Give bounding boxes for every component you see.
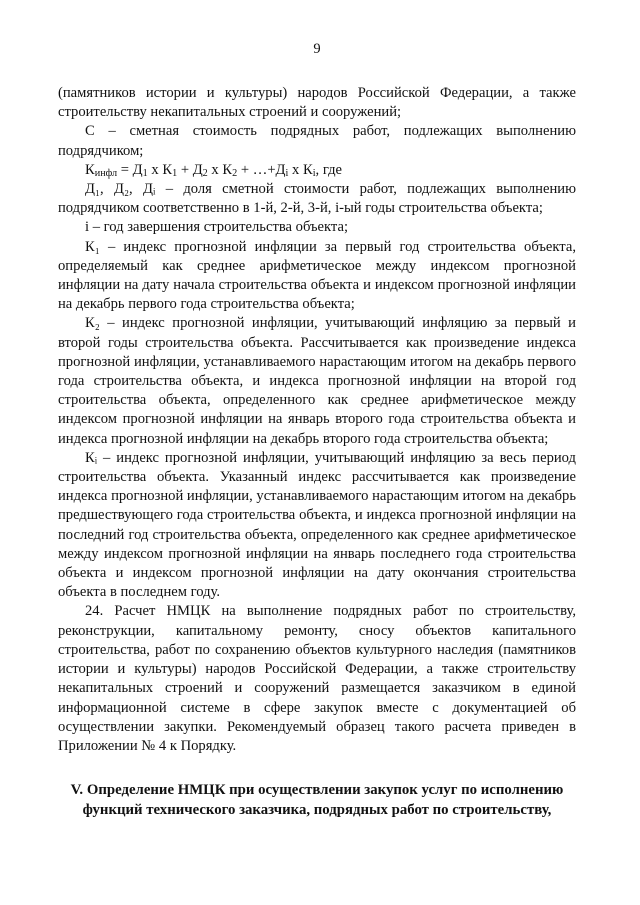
section-heading-line-1: V. Определение НМЦК при осуществлении закупок услуг по исполнению [70, 782, 564, 799]
formula-di-sub: i [285, 167, 289, 179]
formula-ki-sub: i [312, 167, 316, 179]
formula-d2-sub: 2 [202, 167, 208, 179]
paragraph-continuation: (памятников истории и культуры) народов Российской Федерации, а также строительству некапитальных строений и сооружений; [58, 85, 576, 121]
document-body [58, 84, 576, 756]
formula-k2: x К [207, 161, 233, 178]
paragraph-k1-definition: К₁ – индекс прогнозной инфляции за первый год строительства объекта, определяемый как среднее арифметическое между индексом прогнозной инфляции на дату начала строительства объекта и индексом прогнозной инфляции на декабрь первого года строительства объекта; [58, 238, 576, 313]
formula-k2-sub: 2 [232, 167, 238, 179]
formula-ki: x К [288, 161, 313, 178]
paragraph-c-definition: С – сметная стоимость подрядных работ, подлежащих выполнению подрядчиком; [58, 123, 576, 159]
formula-k1-sub: 1 [172, 167, 178, 179]
paragraph-d-definition: Д₁, Д₂, Дᵢ – доля сметной стоимости работ, подлежащих выполнению подрядчиком соответственно в 1-й, 2-й, 3-й, i-ый годы строительства объекта; [58, 181, 576, 217]
inflation-formula [58, 161, 576, 180]
formula-k-sub: инфл [94, 167, 118, 179]
paragraph-k2-definition: К₂ – индекс прогнозной инфляции, учитывающий инфляцию за первый и второй годы строительства объекта. Рассчитывается как произведение индекса прогнозной инфляции, устанавливаемого нарастающим итогом на декабрь первого года строительства объекта, и индекса прогнозной инфляции на второй год строительства объекта, определенного как среднее арифметическое между индексом прогнозной инфляции на январь второго года строительства объекта и индекса прогнозной инфляции на декабрь второго года строительства объекта; [58, 315, 576, 447]
paragraph-item-24: 24. Расчет НМЦК на выполнение подрядных работ по строительству, реконструкции, капитальному ремонту, сносу объектов капитального строительства, работ по сохранению объектов культурного наследия (памятников истории и культуры) народов Российской Федерации, а также строительству некапитальных строений и сооружений размещается заказчиком в единой информационной системе в сфере закупок вместе с документацией об осуществлении закупки. Рекомендуемый образец такого расчета приведен в Приложении № 4 к Порядку. [58, 603, 576, 754]
page-number: 9 [313, 41, 321, 57]
formula-di: + …+Д [237, 161, 286, 178]
section-heading-line-2: функций технического заказчика, подрядных работ по строительству, [82, 802, 552, 819]
formula-d1-sub: 1 [142, 167, 148, 179]
formula-d1: = Д [117, 161, 143, 178]
formula-k1: x К [147, 161, 173, 178]
paragraph-ki-definition: Кᵢ – индекс прогнозной инфляции, учитывающий инфляцию за весь период строительства объекта. Указанный индекс рассчитывается как произведение индекса прогнозной инфляции, устанавливаемого нарастающим итогом на декабрь предшествующего года строительства объекта, и индекса прогнозной инфляции на последний год строительства объекта, определенного как среднее арифметическое между индексом прогнозной инфляции на январь последнего года строительства объекта и индексом прогнозной инфляции на дату окончания строительства объекта в последнем году. [58, 449, 576, 601]
formula-tail: , где [315, 161, 342, 178]
formula-d2: + Д [177, 161, 203, 178]
paragraph-i-definition: i – год завершения строительства объекта; [85, 219, 349, 236]
section-heading [58, 780, 576, 820]
formula-k: К [85, 161, 95, 178]
